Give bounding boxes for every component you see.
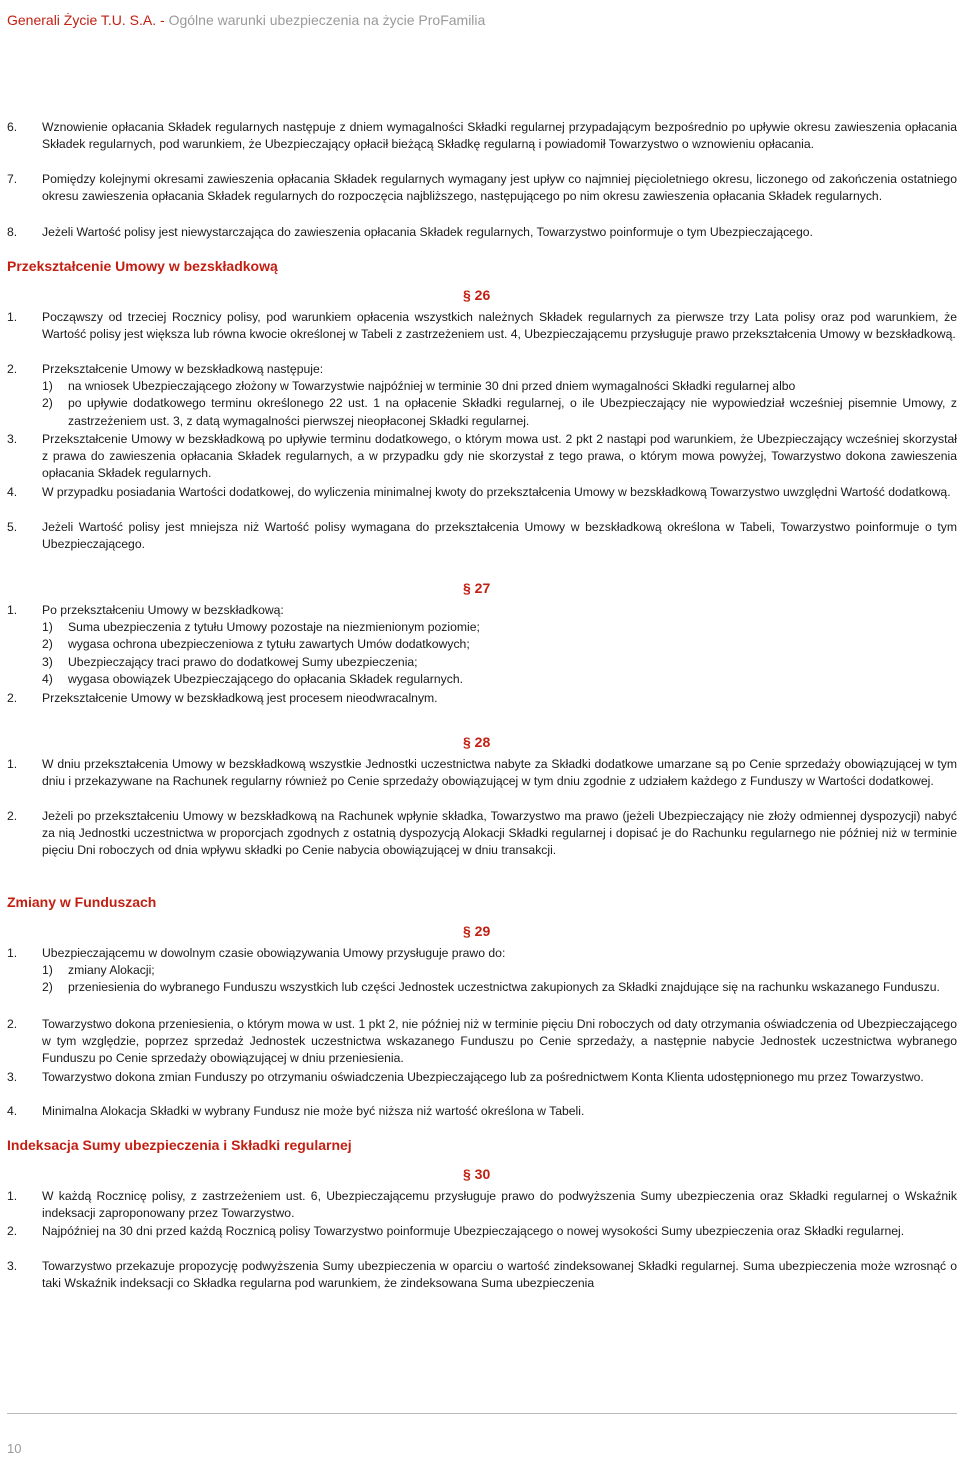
sub-item-number: 3) [42, 654, 53, 669]
clause-1 [7, 945, 957, 997]
sub-item-text: Suma ubezpieczenia z tytułu Umowy pozostaje na niezmienionym poziomie; [68, 620, 480, 635]
clause-number: 3. [7, 432, 18, 446]
clause-number: 2. [7, 1017, 18, 1031]
clause-1 [7, 756, 957, 790]
sub-item-number: 1) [42, 379, 53, 394]
clause-text: Towarzystwo dokona zmian Funduszy po otrzymaniu oświadczenia Ubezpieczającego lub za pośrednictwem Konta Klienta udostępnionego mu przez Towarzystwo. [42, 1070, 924, 1084]
sub-item-number: 2) [42, 396, 53, 411]
clause-2 [7, 690, 957, 707]
clause-1 [7, 309, 957, 343]
paragraph-mark: § 29 [463, 923, 491, 939]
section-heading: Indeksacja Sumy ubezpieczenia i Składki regularnej [7, 1137, 352, 1153]
sub-item-number: 2) [42, 637, 53, 652]
clause-text: Jeżeli Wartość polisy jest niewystarczająca do zawieszenia opłacania Składek regularnych, Towarzystwo poinformuje o tym Ubezpieczającego. [42, 225, 813, 239]
running-header [7, 12, 485, 29]
clause-text: Przekształcenie Umowy w bezskładkową po upływie terminu dodatkowego, o którym mowa ust. 2 pkt 2 nastąpi pod warunkiem, że Ubezpieczający wcześniej skorzystał z prawa do zawieszenia opłacania Składek regularnych, a w przypadku gdy nie skorzystał z tego prawa, o którym mowa powyżej, Towarzystwo dokona zawieszenia opłacania Składek regularnych. [42, 432, 957, 481]
sub-item [42, 619, 957, 636]
clause-2 [7, 808, 957, 860]
clause-6 [7, 119, 957, 153]
clause-number: 2. [7, 809, 18, 823]
clause-text: Przekształcenie Umowy w bezskładkową następuje: [42, 362, 324, 376]
clause-number: 1. [7, 946, 18, 960]
insurer-name: Generali Życie T.U. S.A. [7, 12, 157, 28]
section-heading: Zmiany w Funduszach [7, 894, 157, 910]
clause-text: Towarzystwo przekazuje propozycję podwyższenia Sumy ubezpieczenia w oparciu o wartość zindeksowanej Składki regularnej. Suma ubezpieczenia może wzrosnąć o taki Wskaźnik indeksacji co Składka regularna pod warunkiem, że zindeksowana Suma ubezpieczenia [42, 1259, 957, 1291]
sub-item-number: 4) [42, 671, 53, 686]
section-heading: Przekształcenie Umowy w bezskładkową [7, 258, 278, 274]
clause-1 [7, 1188, 957, 1222]
sub-item-text: wygasa obowiązek Ubezpieczającego do opłacania Składek regularnych. [68, 671, 463, 686]
clause-text: Przekształcenie Umowy w bezskładkową jest procesem nieodwracalnym. [42, 691, 438, 705]
clause-text: Jeżeli po przekształceniu Umowy w bezskładkową na Rachunek wpłynie składka, Towarzystwo ma prawo (jeżeli Ubezpieczający nie złoży odmiennej dyspozycji) nabyć za nią Jednostki uczestnictwa w proporcjach zgodnych z ostatnią dyspozycją Alokacji Składki regularnej i dopisać je do Rachunku regularnego nie później niż w terminie pięciu Dni roboczych od dnia wpływu składki po Cenie nabycia obowiązującej w dniu transakcji. [42, 809, 957, 858]
page-number: 10 [7, 1441, 22, 1456]
clause-1 [7, 602, 957, 688]
sub-item [42, 654, 957, 671]
document-title: Ogólne warunki ubezpieczenia na życie ProFamilia [168, 12, 486, 28]
clause-text: Pomiędzy kolejnymi okresami zawieszenia opłacania Składek regularnych wymagany jest upływ co najmniej pięcioletniego okresu, liczonego od zakończenia ostatniego okresu zawieszenia opłacania Składek regularnych do rozpoczęcia najbliższego, następującego po nim okresu zawieszenia opłacania Składek regularnych. [42, 172, 957, 204]
clause-text: Ubezpieczającemu w dowolnym czasie obowiązywania Umowy przysługuje prawo do: [42, 946, 506, 960]
clause-number: 7. [7, 172, 18, 186]
clause-number: 4. [7, 485, 18, 499]
clause-number: 3. [7, 1259, 18, 1273]
sub-item-text: zmiany Alokacji; [68, 963, 155, 978]
clause-2 [7, 1223, 957, 1240]
paragraph-mark: § 27 [463, 580, 491, 596]
clause-8 [7, 224, 957, 241]
clause-number: 5. [7, 520, 18, 534]
clause-2 [7, 1016, 957, 1068]
clause-text: Najpóźniej na 30 dni przed każdą Rocznicą polisy Towarzystwo poinformuje Ubezpieczającego o nowej wysokości Sumy ubezpieczenia oraz Składki regularnej. [42, 1224, 905, 1238]
sub-item-text: na wniosek Ubezpieczającego złożony w Towarzystwie najpóźniej w terminie 30 dni przed dniem wymagalności Składki regularnej albo [68, 379, 796, 394]
clause-text: W każdą Rocznicę polisy, z zastrzeżeniem ust. 6, Ubezpieczającemu przysługuje prawo do podwyższenia Sumy ubezpieczenia oraz Składki regularnej o Wskaźnik indeksacji zaproponowany przez Towarzystwo. [42, 1189, 957, 1221]
clause-number: 3. [7, 1070, 18, 1084]
clause-4 [7, 484, 957, 501]
clause-text: W przypadku posiadania Wartości dodatkowej, do wyliczenia minimalnej kwoty do przekształcenia Umowy w bezskładkową Towarzystwo uwzględni Wartość dodatkową. [42, 485, 951, 499]
clause-number: 4. [7, 1104, 18, 1118]
sub-item-text: po upływie dodatkowego terminu określonego 22 ust. 1 na opłacenie Składki regularnej, o ile Ubezpieczający nie wypowiedział wcześniej pisemnie Umowy, z zastrzeżeniem ust. 3, z datą wymagalności pierwszej nieopłaconej Składki regularnej. [68, 396, 957, 428]
clause-number: 2. [7, 691, 18, 705]
sub-item-text: wygasa ochrona ubezpieczeniowa z tytułu zawartych Umów dodatkowych; [68, 637, 470, 652]
sub-item-text: Ubezpieczający traci prawo do dodatkowej Sumy ubezpieczenia; [68, 654, 418, 669]
clause-3 [7, 1258, 957, 1292]
clause-5 [7, 519, 957, 553]
clause-number: 1. [7, 603, 18, 617]
footer-divider [7, 1413, 957, 1414]
clause-text: Jeżeli Wartość polisy jest mniejsza niż Wartość polisy wymagana do przekształcenia Umowy w bezskładkową określona w Tabeli, Towarzystwo poinformuje o tym Ubezpieczającego. [42, 520, 957, 552]
sub-item [42, 395, 957, 429]
clause-number: 2. [7, 362, 18, 376]
clause-2 [7, 361, 957, 430]
sub-item-text: przeniesienia do wybranego Funduszu wszystkich lub części Jednostek uczestnictwa zakupionych za Składki znajdujące się na rachunku wskazanego Funduszu. [68, 980, 940, 995]
clause-3 [7, 1069, 957, 1086]
clause-text: Minimalna Alokacja Składki w wybrany Fundusz nie może być niższa niż wartość określona w Tabeli. [42, 1104, 585, 1118]
clause-number: 2. [7, 1224, 18, 1238]
header-separator: - [156, 12, 169, 28]
clause-number: 1. [7, 310, 18, 324]
clause-number: 1. [7, 1189, 18, 1203]
sub-item-number: 1) [42, 620, 53, 635]
sub-item [42, 636, 957, 653]
clause-text: Towarzystwo dokona przeniesienia, o którym mowa w ust. 1 pkt 2, nie później niż w terminie pięciu Dni roboczych od daty otrzymania oświadczenia od Ubezpieczającego w tym względzie, poprzez sprzedaż Jednostek uczestnictwa wskazanego Funduszu po Cenie sprzedaży, a następnie nabycie Jednostek uczestnictwa wybranego Funduszu po Cenie sprzedaży obowiązującej w dniu przeniesienia. [42, 1017, 957, 1066]
clause-number: 6. [7, 120, 18, 134]
clause-text: Wznowienie opłacania Składek regularnych następuje z dniem wymagalności Składki regularnej przypadającym bezpośrednio po upływie okresu zawieszenia opłacania Składek regularnych, pod warunkiem, że Ubezpieczający opłacił bieżącą Składkę regularną i powiadomił Towarzystwo o wznowieniu opłacania. [42, 120, 957, 152]
sub-item [42, 671, 957, 688]
sub-item [42, 979, 957, 996]
sub-item [42, 378, 957, 395]
clause-3 [7, 431, 957, 483]
clause-number: 8. [7, 225, 18, 239]
sub-item [42, 962, 957, 979]
clause-text: W dniu przekształcenia Umowy w bezskładkową wszystkie Jednostki uczestnictwa nabyte za Składki dodatkowe umarzane są po Cenie sprzedaży obowiązującej w tym dniu i przekazywane na Rachunek regularny również po Cenie sprzedaży obowiązującej w tym dniu zgodnie z udziałem każdego z Funduszy w Wartości dodatkowej. [42, 757, 957, 789]
paragraph-mark: § 28 [463, 734, 491, 750]
paragraph-mark: § 26 [463, 287, 491, 303]
clause-7 [7, 171, 957, 205]
clause-text: Począwszy od trzeciej Rocznicy polisy, pod warunkiem opłacenia wszystkich należnych Składek regularnych za pierwsze trzy Lata polisy oraz pod warunkiem, że Wartość polisy jest większa lub równa kwocie określonej w Tabeli z zastrzeżeniem ust. 4, Ubezpieczającemu przysługuje prawo przekształcenia Umowy w bezskładkową. [42, 310, 957, 342]
paragraph-mark: § 30 [463, 1166, 491, 1182]
clause-text: Po przekształceniu Umowy w bezskładkową: [42, 603, 284, 617]
sub-item-number: 1) [42, 963, 53, 978]
clause-4 [7, 1103, 957, 1120]
clause-number: 1. [7, 757, 18, 771]
sub-item-number: 2) [42, 980, 53, 995]
